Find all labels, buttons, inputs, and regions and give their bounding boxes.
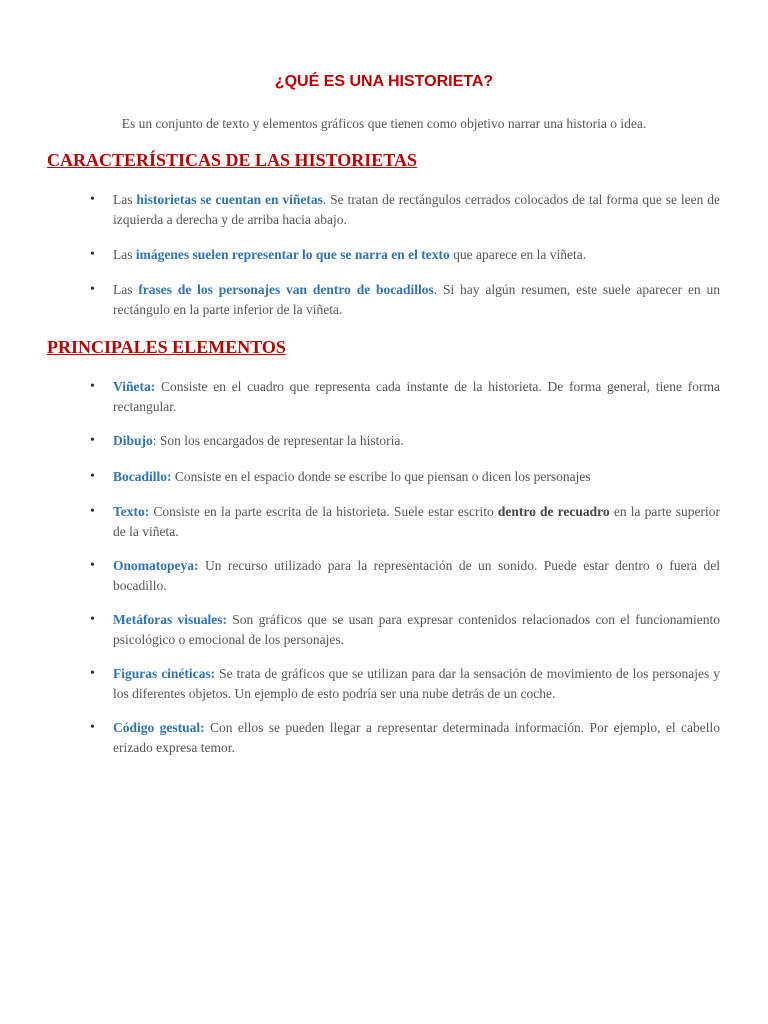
item-highlight: frases de los personajes van dentro de bocadillos — [138, 282, 434, 297]
item-text: Son gráficos que se usan para expresar contenidos relacionados con el funcionamiento psicológico o emocional de los personajes. — [113, 612, 720, 647]
list-item — [113, 610, 720, 649]
intro-paragraph: Es un conjunto de texto y elementos gráficos que tienen como objetivo narrar una historia o idea. — [121, 116, 647, 131]
item-term: Código gestual: — [113, 720, 205, 735]
item-text: Las — [113, 247, 136, 262]
item-term: Metáforas visuales: — [113, 612, 228, 627]
item-text: Con ellos se pueden llegar a representar determinada información. Por ejemplo, el cabello erizado expresa temor. — [113, 720, 720, 755]
list-item — [113, 718, 720, 757]
item-text: . Se tratan de rectángulos cerrados colocados de tal forma que se leen de izquierda a derecha y de arriba hacia abajo. — [113, 192, 720, 227]
list-item — [113, 377, 720, 416]
item-term: Viñeta: — [113, 379, 156, 394]
item-term: Texto: — [113, 504, 150, 519]
item-text: . Si hay algún resumen, este suele aparecer en un rectángulo en la parte inferior de la viñeta. — [113, 282, 720, 317]
list-item — [113, 664, 720, 703]
list-item — [113, 502, 720, 541]
item-text: Un recurso utilizado para la representación de un sonido. Puede estar dentro o fuera del bocadillo. — [113, 558, 720, 593]
item-text: Consiste en el cuadro que representa cada instante de la historieta. De forma general, tiene forma rectangular. — [113, 379, 720, 414]
item-term: Dibujo — [113, 433, 153, 448]
section-heading-elementos: PRINCIPALES ELEMENTOS — [47, 337, 286, 357]
list-item — [113, 280, 720, 319]
item-term: Onomatopeya: — [113, 558, 199, 573]
item-highlight: imágenes suelen representar lo que se narra en el texto — [135, 247, 450, 262]
item-text: en la parte superior de la viñeta. — [113, 504, 720, 539]
item-highlight: historietas se cuentan en viñetas — [136, 192, 323, 207]
item-text: Las — [113, 192, 137, 207]
item-term: Figuras cinéticas: — [113, 666, 216, 681]
item-text: Se trata de gráficos que se utilizan para dar la sensación de movimiento de los personajes y los diferentes objetos. Un ejemplo de esto podría ser una nube detrás de un coche. — [113, 666, 720, 701]
item-text: Consiste en el espacio donde se escribe lo que piensan o dicen los personajes — [171, 469, 591, 484]
list-item — [113, 467, 720, 487]
page-title: ¿QUÉ ES UNA HISTORIETA? — [274, 73, 494, 90]
item-bold: dentro de recuadro — [497, 504, 610, 519]
item-text: que aparece en la viñeta. — [449, 247, 587, 262]
list-item — [113, 556, 720, 595]
section-heading-caracteristicas: CARACTERÍSTICAS DE LAS HISTORIETAS — [47, 150, 417, 170]
item-text: Las — [113, 282, 139, 297]
list-item — [113, 190, 720, 229]
list-item — [113, 245, 720, 265]
item-text: Consiste en la parte escrita de la historieta. Suele estar escrito — [149, 504, 498, 519]
item-text: : Son los encargados de representar la historia. — [152, 433, 404, 448]
item-term: Bocadillo: — [113, 469, 172, 484]
list-item — [113, 431, 720, 451]
